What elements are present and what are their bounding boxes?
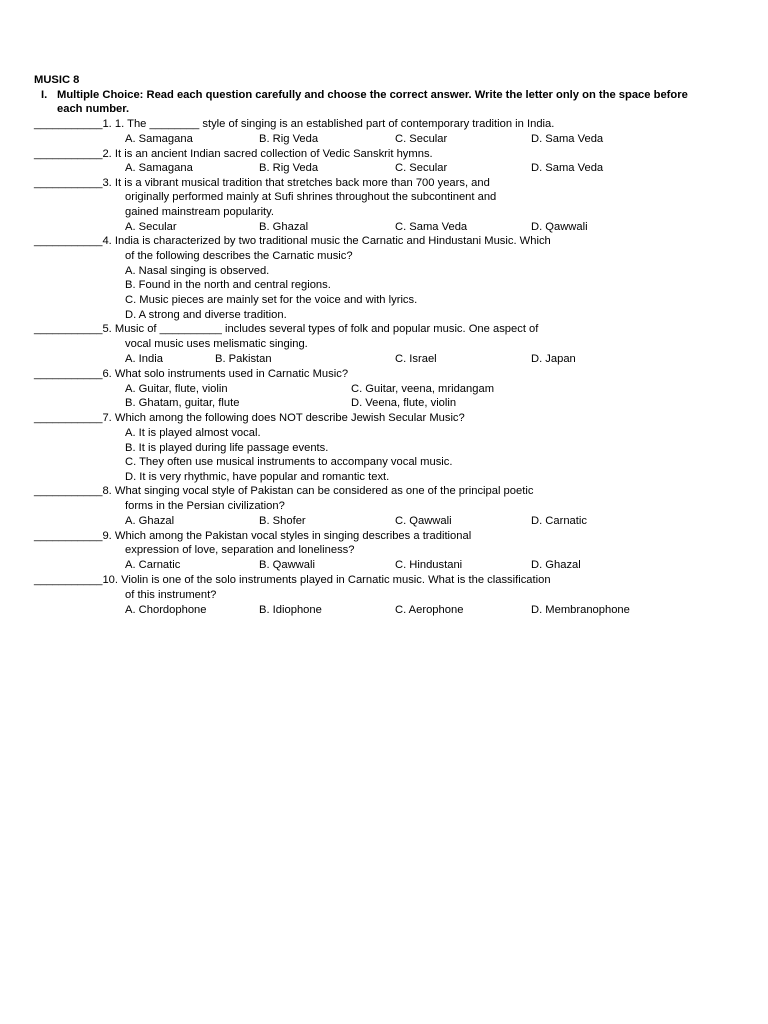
question-5-option-d: D. Japan <box>531 353 576 365</box>
question-10-option-c: C. Aerophone <box>395 604 464 616</box>
question-7-option-d: D. It is very rhythmic, have popular and romantic text. <box>125 471 390 483</box>
question-8-option-d: D. Carnatic <box>531 515 587 527</box>
question-5-stem-cont: vocal music uses melismatic singing. <box>125 338 308 350</box>
question-8-option-a: A. Ghazal <box>125 515 175 527</box>
question-4-option-c: C. Music pieces are mainly set for the voice and with lyrics. <box>125 294 418 306</box>
instructions-text-cont: each number. <box>57 103 130 115</box>
question-7-option-b: B. It is played during life passage events. <box>125 442 329 454</box>
question-2-option-a: A. Samagana <box>125 162 193 174</box>
question-6-option-a: A. Guitar, flute, violin <box>125 383 228 395</box>
question-4-stem-cont: of the following describes the Carnatic music? <box>125 250 353 262</box>
question-2-option-c: C. Secular <box>395 162 448 174</box>
question-8-option-c: C. Qawwali <box>395 515 452 527</box>
question-5-option-b: B. Pakistan <box>215 353 272 365</box>
question-2-option-b: B. Rig Veda <box>259 162 319 174</box>
question-4-option-a: A. Nasal singing is observed. <box>125 265 270 277</box>
question-1-option-b: B. Rig Veda <box>259 133 319 145</box>
question-3-option-a: A. Secular <box>125 221 177 233</box>
question-8-option-b: B. Shofer <box>259 515 306 527</box>
question-8-stem-cont: forms in the Persian civilization? <box>125 500 285 512</box>
question-10-option-b: B. Idiophone <box>259 604 322 616</box>
question-3-stem-cont: gained mainstream popularity. <box>125 206 275 218</box>
question-9-option-c: C. Hindustani <box>395 559 463 571</box>
question-3-stem-cont: originally performed mainly at Sufi shrines throughout the subcontinent and <box>125 191 497 203</box>
question-10-stem: ___________10. Violin is one of the solo instruments played in Carnatic music. What is the classification <box>34 574 551 586</box>
page-title: MUSIC 8 <box>34 74 80 86</box>
instructions-numeral: I. <box>41 89 48 101</box>
question-8-stem: ___________8. What singing vocal style of Pakistan can be considered as one of the principal poetic <box>34 485 534 497</box>
question-10-option-d: D. Membranophone <box>531 604 630 616</box>
instructions-text: Multiple Choice: Read each question carefully and choose the correct answer. Write the letter only on the space before <box>57 89 688 101</box>
question-10-stem-cont: of this instrument? <box>125 589 217 601</box>
question-4-option-d: D. A strong and diverse tradition. <box>125 309 287 321</box>
question-6-option-c: C. Guitar, veena, mridangam <box>351 383 495 395</box>
question-3-stem: ___________3. It is a vibrant musical tradition that stretches back more than 700 years, and <box>34 177 490 189</box>
question-3-option-d: D. Qawwali <box>531 221 588 233</box>
question-4-stem: ___________4. India is characterized by two traditional music the Carnatic and Hindustani Music. Which <box>34 235 551 247</box>
question-5-option-a: A. India <box>125 353 163 365</box>
question-5-stem: ___________5. Music of __________ includes several types of folk and popular music. One aspect of <box>34 323 539 335</box>
question-9-stem: ___________9. Which among the Pakistan vocal styles in singing describes a traditional <box>34 530 472 542</box>
question-1-option-a: A. Samagana <box>125 133 193 145</box>
question-9-stem-cont: expression of love, separation and loneliness? <box>125 544 355 556</box>
question-7-stem: ___________7. Which among the following does NOT describe Jewish Secular Music? <box>34 412 465 424</box>
question-7-option-a: A. It is played almost vocal. <box>125 427 261 439</box>
question-6-stem: ___________6. What solo instruments used in Carnatic Music? <box>34 368 349 380</box>
question-5-option-c: C. Israel <box>395 353 437 365</box>
question-9-option-b: B. Qawwali <box>259 559 315 571</box>
question-1-stem: ___________1. 1. The ________ style of singing is an established part of contemporary tradition in India. <box>34 118 555 130</box>
question-9-option-d: D. Ghazal <box>531 559 581 571</box>
question-6-option-b: B. Ghatam, guitar, flute <box>125 397 240 409</box>
question-7-option-c: C. They often use musical instruments to accompany vocal music. <box>125 456 453 468</box>
question-2-option-d: D. Sama Veda <box>531 162 604 174</box>
question-6-option-d: D. Veena, flute, violin <box>351 397 457 409</box>
question-9-option-a: A. Carnatic <box>125 559 181 571</box>
question-3-option-c: C. Sama Veda <box>395 221 468 233</box>
question-2-stem: ___________2. It is an ancient Indian sacred collection of Vedic Sanskrit hymns. <box>34 148 433 160</box>
question-1-option-c: C. Secular <box>395 133 448 145</box>
question-10-option-a: A. Chordophone <box>125 604 207 616</box>
question-4-option-b: B. Found in the north and central regions. <box>125 279 331 291</box>
question-1-option-d: D. Sama Veda <box>531 133 604 145</box>
question-3-option-b: B. Ghazal <box>259 221 309 233</box>
